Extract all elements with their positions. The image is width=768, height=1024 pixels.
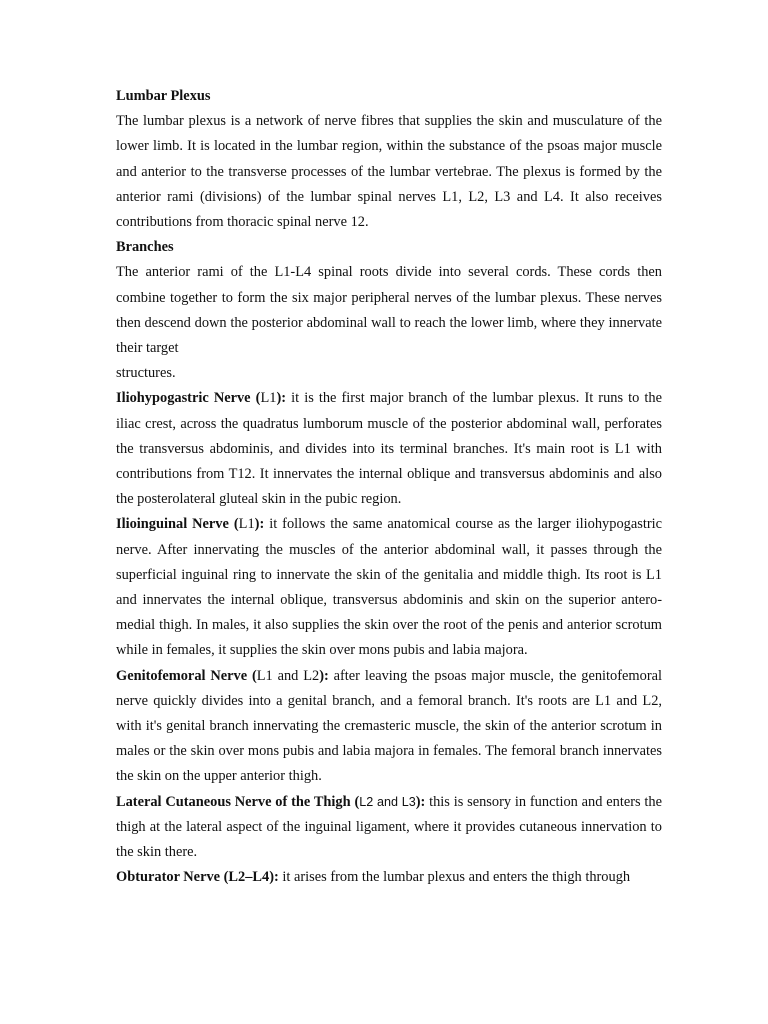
nerve-paragraph-obturator bbox=[116, 865, 662, 890]
nerve-name: Obturator Nerve (L2–L4): bbox=[116, 869, 279, 886]
nerve-name: Iliohypogastric Nerve bbox=[116, 390, 251, 407]
nerve-name: Genitofemoral Nerve bbox=[116, 667, 248, 684]
branches-heading: Branches bbox=[116, 239, 174, 256]
document-body bbox=[116, 84, 662, 891]
nerve-open-paren: ( bbox=[250, 390, 261, 407]
nerve-close-paren: ): bbox=[254, 516, 265, 533]
nerve-paragraph-lateral-cutaneous bbox=[116, 790, 662, 866]
nerve-description: it arises from the lumbar plexus and enters the thigh through bbox=[278, 869, 631, 886]
nerve-paragraph-genitofemoral bbox=[116, 664, 662, 790]
nerve-close-paren: ): bbox=[415, 793, 426, 810]
nerve-roots: L2 and L3 bbox=[359, 794, 416, 809]
branches-paragraph-tail: structures. bbox=[116, 365, 176, 382]
nerve-roots: L1 and L2 bbox=[256, 667, 320, 684]
page-title: Lumbar Plexus bbox=[116, 88, 211, 104]
nerve-name: Lateral Cutaneous Nerve of the Thigh bbox=[116, 793, 351, 810]
nerve-paragraph-ilioinguinal bbox=[116, 512, 662, 663]
nerve-open-paren: ( bbox=[247, 667, 257, 684]
nerve-roots: L1 bbox=[238, 516, 255, 533]
branches-paragraph: The anterior rami of the L1-L4 spinal roots divide into several cords. These cords then combine together to form the six major peripheral nerves of the lumbar plexus. These nerves then descend down the posterior abdominal wall to reach the lower limb, where they innervate their target bbox=[116, 264, 662, 357]
nerve-description: after leaving the psoas major muscle, the genitofemoral nerve quickly divides into a genital branch, and a femoral branch. It's roots are L1 and L2, with it's genital branch innervating the cremasteric muscle, the skin of the anterior scrotum in males or the skin over mons pubis and labia majora in females. The femoral branch innervates the skin on the upper anterior thigh. bbox=[116, 667, 662, 785]
intro-paragraph: The lumbar plexus is a network of nerve fibres that supplies the skin and musculature of the lower limb. It is located in the lumbar region, within the substance of the psoas major muscle and anterior to the transverse processes of the lumbar vertebrae. The plexus is formed by the anterior rami (divisions) of the lumbar spinal nerves L1, L2, L3 and L4. It also receives contributions from thoracic spinal nerve 12. bbox=[116, 113, 662, 231]
nerve-description: this is sensory in function and enters the thigh at the lateral aspect of the inguinal ligament, where it provides cutaneous innervation to the skin there. bbox=[116, 793, 662, 861]
nerve-description: it follows the same anatomical course as the larger iliohypogastric nerve. After innervating the muscles of the anterior abdominal wall, it passes through the superficial inguinal ring to innervate the skin of the genitalia and middle thigh. Its root is L1 and innervates the internal oblique, transversus abdominis and skin on the superior antero-medial thigh. In males, it also supplies the skin over the root of the penis and anterior scrotum while in females, it supplies the skin over mons pubis and labia majora. bbox=[116, 516, 663, 659]
nerve-name: Ilioinguinal Nerve bbox=[116, 516, 229, 533]
nerve-paragraph-iliohypogastric bbox=[116, 386, 662, 512]
nerve-close-paren: ): bbox=[319, 667, 329, 684]
nerve-roots: L1 bbox=[260, 390, 277, 407]
nerve-close-paren: ): bbox=[276, 390, 287, 407]
nerve-open-paren: ( bbox=[228, 516, 239, 533]
nerve-description: it is the first major branch of the lumbar plexus. It runs to the iliac crest, across the quadratus lumborum muscle of the posterior abdominal wall, perforates the transversus abdominis, and divides into its terminal branches. It's main root is L1 with contributions from T12. It innervates the internal oblique and transversus abdominis and also the posterolateral gluteal skin in the pubic region. bbox=[116, 390, 663, 508]
nerve-open-paren: ( bbox=[350, 793, 360, 810]
